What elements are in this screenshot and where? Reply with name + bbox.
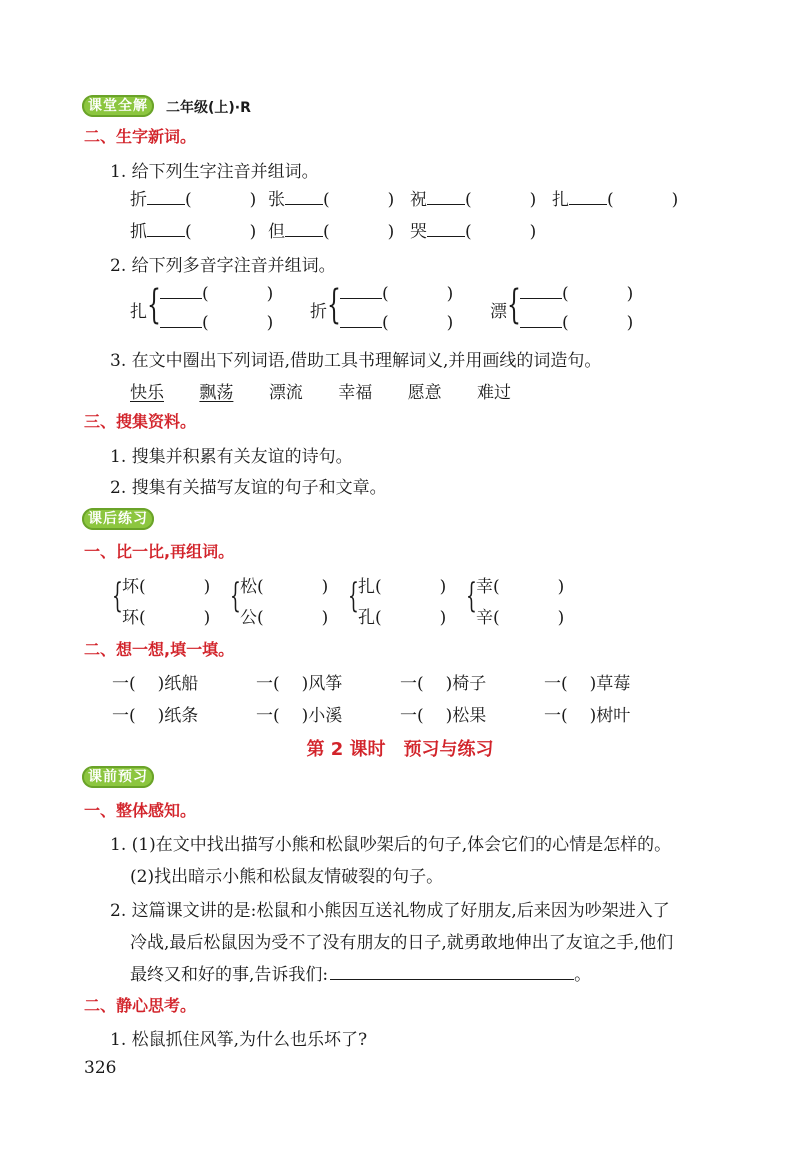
fill-word: )风筝 [301,674,343,694]
fill-prefix: 一( [112,674,136,694]
word: 幸福 [338,383,373,403]
fill-word: )纸条 [157,706,199,726]
fill-item [112,701,198,726]
poly-line: ( ) [160,313,273,333]
pair-char: 公( [240,608,264,628]
pair-bottom [122,603,210,628]
fill-word: )草莓 [589,674,631,694]
preview-badge: 课前预习 [82,766,154,788]
paren: ) [439,577,447,597]
poly-line: ( ) [520,313,633,333]
fill-prefix: 一( [112,706,136,726]
word-underlined: 飘荡 [199,383,234,403]
header-subtitle: 二年级(上)·R [166,100,251,116]
char-row-1c: 祝 ( ) [410,190,537,210]
brace: { [466,576,477,616]
brace: { [230,576,241,616]
brace: { [507,282,521,328]
fill-prefix: 一( [256,706,280,726]
paren: ) [203,608,211,628]
fill-prefix: 一( [544,706,568,726]
brace: { [147,282,161,328]
pair-char: 辛( [476,608,500,628]
pair-char: 扎( [358,577,382,597]
fill-item [544,701,630,726]
pair-char: 松( [240,577,264,597]
fill-item [544,669,630,694]
section-title-collect: 三、搜集资料。 [84,412,197,431]
pair-bottom [240,603,328,628]
preview-title-2: 二、静心思考。 [84,996,197,1015]
pair-char: 坏( [122,577,146,597]
header-badge: 课堂全解 [82,95,154,117]
pair-top [122,572,210,597]
preview-q1a: 1. (1)在文中找出描写小熊和松鼠吵架后的句子,体会它们的心情是怎样的。 [110,835,672,855]
fill-item [256,701,342,726]
pair-top [240,572,328,597]
line-text: 最终又和好的事,告诉我们: [130,965,329,985]
fill-prefix: 一( [400,674,424,694]
answer-blank[interactable] [330,978,574,980]
preview-q2-line2: 冷战,最后松鼠因为受不了没有朋友的日子,就勇敢地伸出了友谊之手,他们 [130,933,674,953]
poly-char: 扎 [130,302,147,322]
preview-q1b: (2)找出暗示小熊和松鼠友情破裂的句子。 [130,867,444,887]
poly-char: 折 [310,302,327,322]
practice-title-2: 二、想一想,填一填。 [84,640,235,659]
lesson2-title: 第 2 课时 预习与练习 [306,739,494,760]
char-row-1d: 扎 ( ) [552,190,679,210]
char-row-2c: 哭 ( ) [410,222,537,242]
poly-line: ( ) [340,284,453,304]
fill-word: )椅子 [445,674,487,694]
practice-title-1: 一、比一比,再组词。 [84,542,235,561]
char: 张 [268,190,285,210]
page-number: 326 [84,1058,117,1078]
preview-q2-line3 [130,960,591,985]
paren: ) [203,577,211,597]
preview-title-1: 一、整体感知。 [84,801,197,820]
paren: ) [321,577,329,597]
line-end: 。 [574,965,592,985]
fill-word: )松果 [445,706,487,726]
word: 愿意 [407,383,442,403]
paren: ) [439,608,447,628]
fill-prefix: 一( [400,706,424,726]
paren: ) [321,608,329,628]
brace: { [327,282,341,328]
fill-word: )树叶 [589,706,631,726]
brace: { [112,576,123,616]
preview-s2-q1: 1. 松鼠抓住风筝,为什么也乐坏了? [110,1030,368,1050]
question-1: 1. 给下列生字注音并组词。 [110,162,319,182]
fill-prefix: 一( [544,674,568,694]
fill-word: )小溪 [301,706,343,726]
fill-prefix: 一( [256,674,280,694]
poly-line: ( ) [520,284,633,304]
poly-char: 漂 [490,302,507,322]
brace: { [348,576,359,616]
char: 抓 [130,222,147,242]
fill-item [400,669,486,694]
collect-q1: 1. 搜集并积累有关友谊的诗句。 [110,447,353,467]
fill-word: )纸船 [157,674,199,694]
pair-top [476,572,564,597]
paren: ) [557,608,565,628]
char-row-2a: 抓 ( ) [130,222,257,242]
pair-top [358,572,446,597]
word-underlined: 快乐 [130,383,164,403]
word: 漂流 [268,383,303,403]
pair-char: 幸( [476,577,500,597]
char: 但 [268,222,285,242]
pair-bottom [358,603,446,628]
pair-char: 环( [122,608,146,628]
poly-line: ( ) [340,313,453,333]
fill-item [400,701,486,726]
fill-item [256,669,342,694]
fill-item [112,669,198,694]
word: 难过 [477,383,512,403]
char-row-1: 折 ( ) [130,190,257,210]
paren: ) [557,577,565,597]
char: 扎 [552,190,569,210]
section-title-new-words: 二、生字新词。 [84,127,197,146]
char: 哭 [410,222,427,242]
collect-q2: 2. 搜集有关描写友谊的句子和文章。 [110,478,387,498]
preview-q2-line1: 2. 这篇课文讲的是:松鼠和小熊因互送礼物成了好朋友,后来因为吵架进入了 [110,901,670,921]
word-list [130,378,511,403]
char-row-1b: 张 ( ) [268,190,395,210]
question-3: 3. 在文中圈出下列词语,借助工具书理解词义,并用画线的词造句。 [110,351,602,371]
char: 祝 [410,190,427,210]
pair-char: 孔( [358,608,382,628]
practice-badge: 课后练习 [82,508,154,530]
question-2: 2. 给下列多音字注音并组词。 [110,256,336,276]
char-row-2b: 但 ( ) [268,222,395,242]
pair-bottom [476,603,564,628]
char: 折 [130,190,147,210]
poly-line: ( ) [160,284,273,304]
